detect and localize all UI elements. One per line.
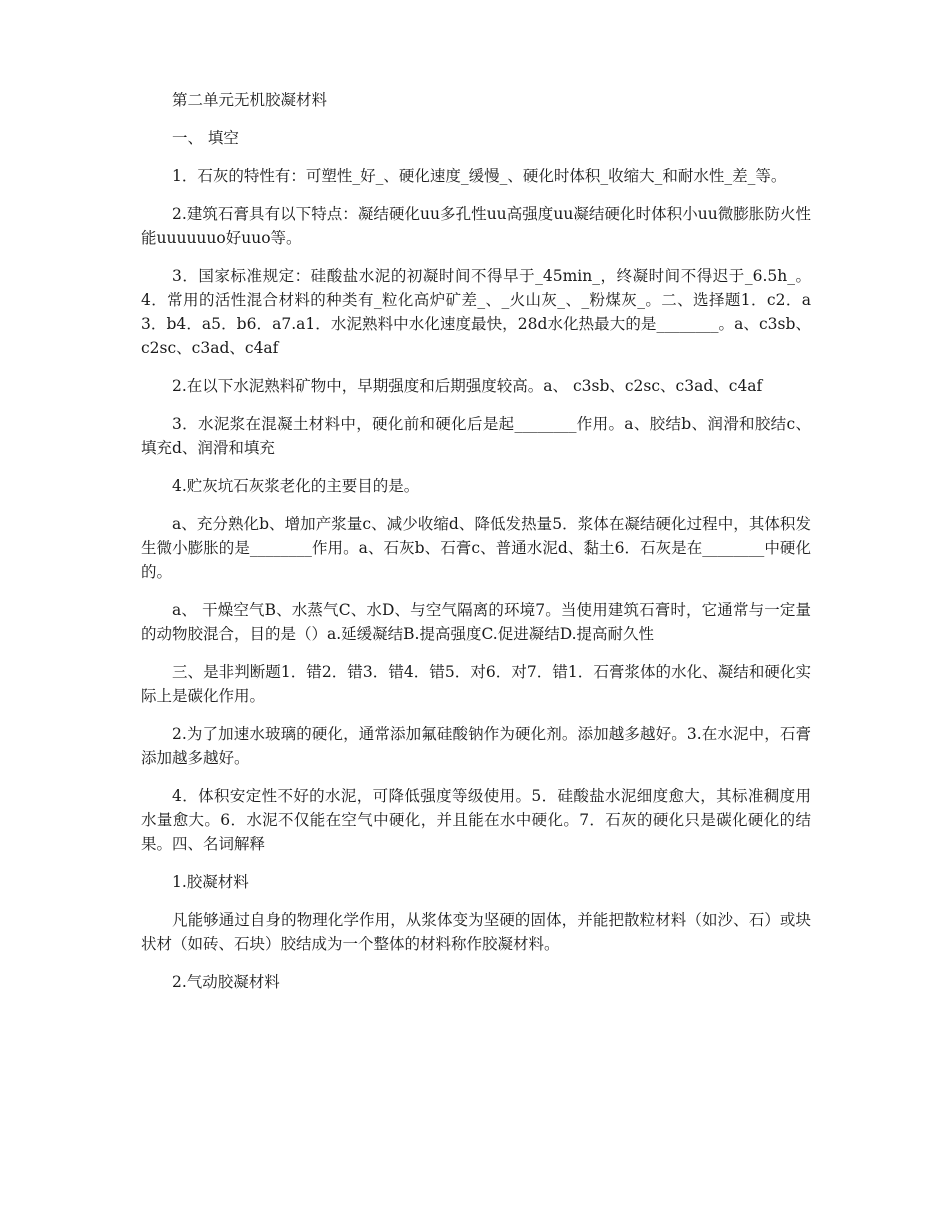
document-title: 第二单元无机胶凝材料 bbox=[172, 91, 328, 109]
paragraph: 3．国家标准规定：硅酸盐水泥的初凝时间不得早于_45min_，终凝时间不得迟于_6.5h_。4．常用的活性混合材料的种类有_粒化高炉矿差_、_火山灰_、_粉煤灰_。二、选择题1．c2．a3．b4．a5．b6．a7.a1．水泥熟料中水化速度最快，28d水化热最大的是________。a、c3sb、c2sc、c3ad、c4af bbox=[141, 267, 811, 357]
paragraph: 2.在以下水泥熟料矿物中，早期强度和后期强度较高。a、 c3sb、c2sc、c3ad、c4af bbox=[172, 377, 763, 395]
document-page bbox=[141, 88, 811, 1008]
paragraph: 2.为了加速水玻璃的硬化，通常添加氟硅酸钠作为硬化剂。添加越多越好。3.在水泥中，石膏添加越多越好。 bbox=[141, 725, 811, 767]
paragraph: 4．体积安定性不好的水泥，可降低强度等级使用。5．硅酸盐水泥细度愈大，其标准稠度用水量愈大。6．水泥不仅能在空气中硬化，并且能在水中硬化。7．石灰的硬化只是碳化硬化的结果。四、名词解释 bbox=[141, 787, 811, 853]
section-heading-fill-in: 一、 填空 bbox=[172, 129, 239, 147]
term-definition: 凡能够通过自身的物理化学作用，从浆体变为坚硬的固体，并能把散粒材料（如沙、石）或块状材（如砖、石块）胶结成为一个整体的材料称作胶凝材料。 bbox=[141, 911, 811, 953]
paragraph: 4.贮灰坑石灰浆老化的主要目的是。 bbox=[172, 477, 420, 495]
paragraph: a、充分熟化b、增加产浆量c、减少收缩d、降低发热量5．浆体在凝结硬化过程中，其体积发生微小膨胀的是________作用。a、石灰b、石膏c、普通水泥d、黏土6．石灰是在________中硬化的。 bbox=[141, 515, 811, 581]
paragraph: 2.建筑石膏具有以下特点：凝结硬化uu多孔性uu高强度uu凝结硬化时体积小uu微膨胀防火性能uuuuuuo好uuo等。 bbox=[141, 205, 811, 247]
term-heading: 1.胶凝材料 bbox=[172, 873, 249, 891]
paragraph: a、 干燥空气B、水蒸气C、水D、与空气隔离的环境7。当使用建筑石膏时，它通常与一定量的动物胶混合，目的是（）a.延缓凝结B.提高强度C.促进凝结D.提高耐久性 bbox=[141, 601, 811, 643]
term-heading: 2.气动胶凝材料 bbox=[172, 973, 280, 991]
paragraph: 1．石灰的特性有：可塑性_好_、硬化速度_缓慢_、硬化时体积_收缩大_和耐水性_差_等。 bbox=[172, 167, 787, 185]
paragraph: 3．水泥浆在混凝土材料中，硬化前和硬化后是起________作用。a、胶结b、润滑和胶结c、填充d、润滑和填充 bbox=[141, 415, 811, 457]
paragraph: 三、是非判断题1．错2．错3．错4．错5．对6．对7．错1．石膏浆体的水化、凝结和硬化实际上是碳化作用。 bbox=[141, 663, 811, 705]
